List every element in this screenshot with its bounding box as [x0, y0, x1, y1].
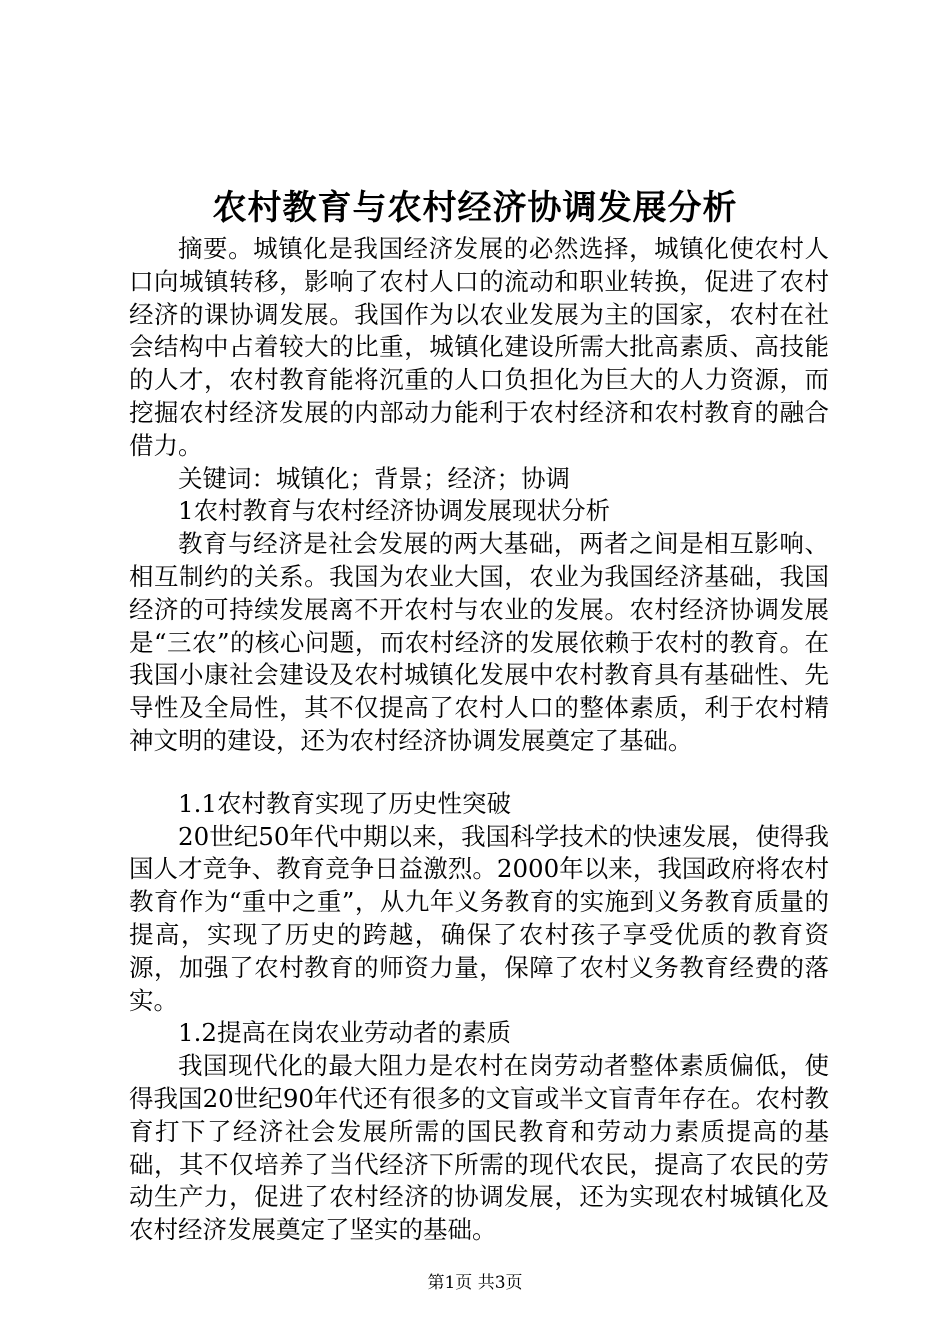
document-title: 农村教育与农村经济协调发展分析 [212, 188, 738, 228]
body-paragraph: 20世纪50年代中期以来，我国科学技术的快速发展，使得我国人才竞争、教育竞争日益激烈。2000年以来，我国政府将农村教育作为“重中之重”，从九年义务教育的实施到义务教育质量的提高，实现了历史的跨越，确保了农村孩子享受优质的教育资源，加强了农村教育的师资力量，保障了农村义务教育经费的落实。 [129, 821, 829, 1015]
page-number-footer: 第1页 共3页 [427, 1273, 523, 1293]
keywords-paragraph: 关键词：城镇化；背景；经济；协调 [178, 463, 570, 493]
section-heading-1-1: 1.1农村教育实现了历史性突破 [178, 788, 511, 818]
section-heading-1: 1农村教育与农村经济协调发展现状分析 [178, 496, 611, 526]
document-body [129, 233, 829, 1247]
body-paragraph: 我国现代化的最大阻力是农村在岗劳动者整体素质偏低，使得我国20世纪90年代还有很多的文盲或半文盲青年存在。农村教育打下了经济社会发展所需的国民教育和劳动力素质提高的基础，其不仅培养了当代经济下所需的现代农民，提高了农民的劳动生产力，促进了农村经济的协调发展，还为实现农村城镇化及农村经济发展奠定了坚实的基础。 [129, 1051, 829, 1245]
body-paragraph: 教育与经济是社会发展的两大基础，两者之间是相互影响、相互制约的关系。我国为农业大国，农业为我国经济基础，我国经济的可持续发展离不开农村与农业的发展。农村经济协调发展是“三农”的核心问题，而农村经济的发展依赖于农村的教育。在我国小康社会建设及农村城镇化发展中农村教育具有基础性、先导性及全局性，其不仅提高了农村人口的整体素质，利于农村精神文明的建设，还为农村经济协调发展奠定了基础。 [129, 529, 829, 755]
abstract-paragraph: 摘要。城镇化是我国经济发展的必然选择，城镇化使农村人口向城镇转移，影响了农村人口的流动和职业转换，促进了农村经济的课协调发展。我国作为以农业发展为主的国家，农村在社会结构中占着较大的比重，城镇化建设所需大批高素质、高技能的人才，农村教育能将沉重的人口负担化为巨大的人力资源，而挖掘农村经济发展的内部动力能利于农村经济和农村教育的融合借力。 [129, 234, 829, 460]
section-heading-1-2: 1.2提高在岗农业劳动者的素质 [178, 1018, 511, 1048]
